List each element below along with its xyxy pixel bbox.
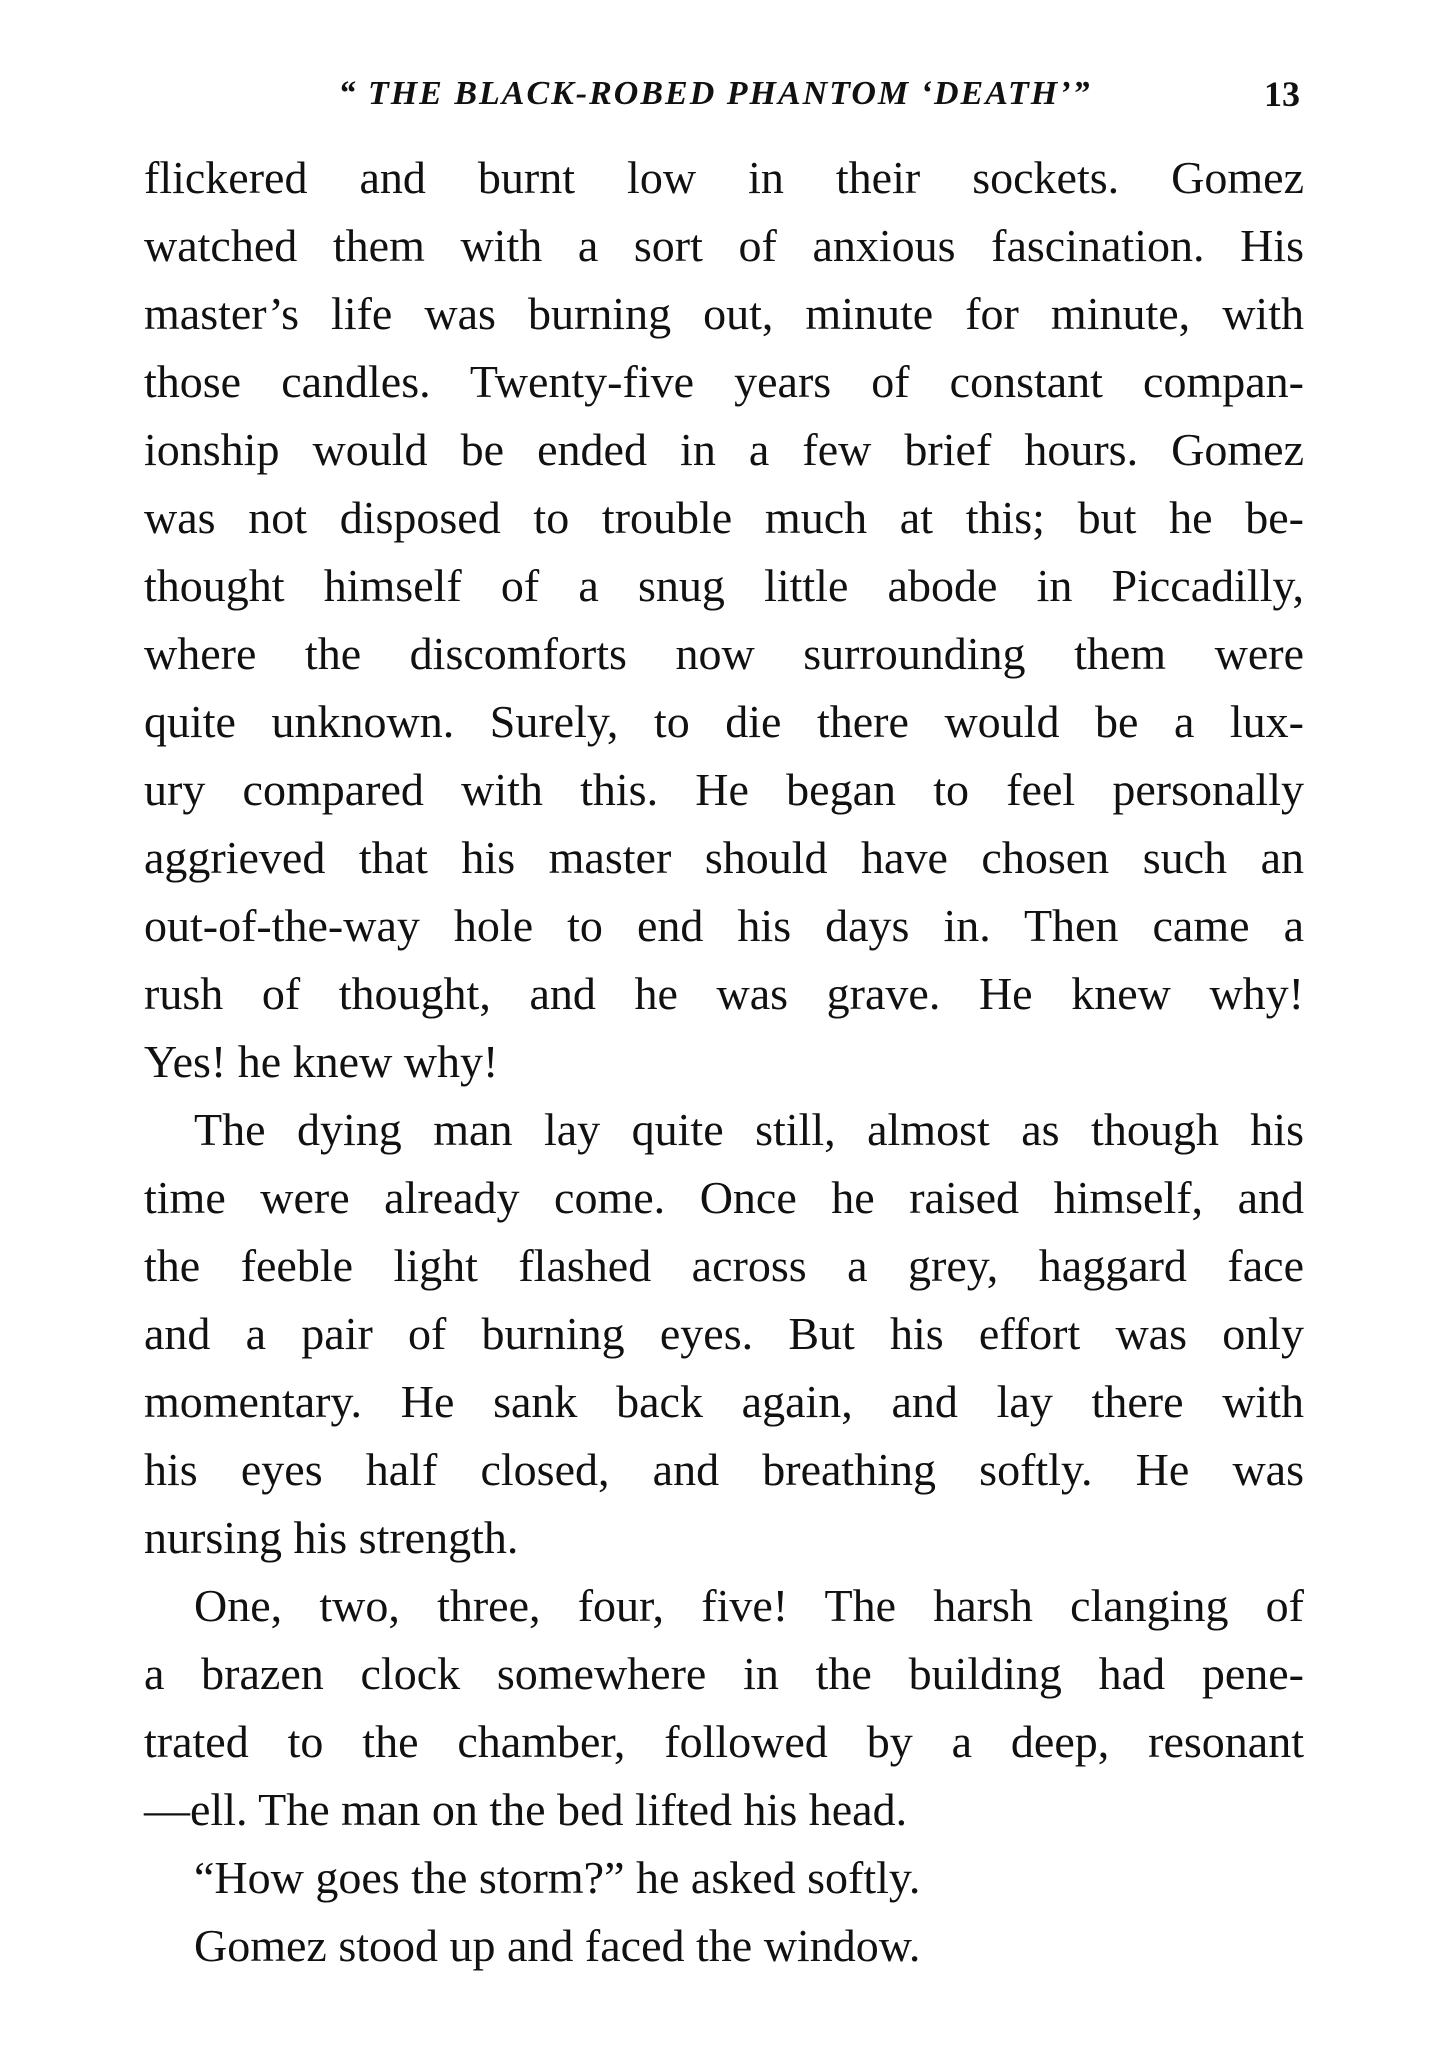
text-line: quite unknown. Surely, to die there would be a lux-	[144, 696, 1304, 747]
text-line: thought himself of a snug little abode in Piccadilly,	[144, 560, 1304, 611]
text-line: “How goes the storm?” he asked softly.	[194, 1852, 921, 1903]
paragraph	[144, 1572, 1304, 1844]
paragraph	[144, 144, 1304, 1096]
body-text	[144, 144, 1304, 1980]
text-line: trated to the chamber, followed by a deep, resonant	[144, 1716, 1304, 1767]
text-line: momentary. He sank back again, and lay there with	[144, 1376, 1304, 1427]
text-line: Gomez stood up and faced the window.	[194, 1920, 921, 1971]
text-line: where the discomforts now surrounding them were	[144, 628, 1304, 679]
running-title: “ THE BLACK-ROBED PHANTOM ‘DEATH’”	[338, 75, 1092, 112]
page-number: 13	[1264, 74, 1300, 114]
text-line: ury compared with this. He began to feel personally	[144, 764, 1304, 815]
text-line: a brazen clock somewhere in the building had pene-	[144, 1648, 1304, 1699]
text-line: watched them with a sort of anxious fascination. His	[144, 220, 1304, 271]
text-line: out-of-the-way hole to end his days in. Then came a	[144, 900, 1304, 951]
text-line: The dying man lay quite still, almost as though his	[194, 1104, 1304, 1155]
text-line: flickered and burnt low in their sockets. Gomez	[144, 152, 1304, 203]
paragraph	[144, 1912, 1304, 1980]
text-line: ionship would be ended in a few brief hours. Gomez	[144, 424, 1304, 475]
text-line: master’s life was burning out, minute for minute, with	[144, 288, 1304, 339]
text-line: —ell. The man on the bed lifted his head.	[144, 1784, 908, 1835]
text-line: was not disposed to trouble much at this; but he be-	[144, 492, 1304, 543]
paragraph	[144, 1096, 1304, 1572]
text-line: the feeble light flashed across a grey, haggard face	[144, 1240, 1304, 1291]
text-line: One, two, three, four, five! The harsh clanging of	[194, 1580, 1304, 1631]
text-line: nursing his strength.	[144, 1512, 519, 1563]
text-line: aggrieved that his master should have chosen such an	[144, 832, 1304, 883]
text-line: his eyes half closed, and breathing softly. He was	[144, 1444, 1304, 1495]
text-line: rush of thought, and he was grave. He knew why!	[144, 968, 1304, 1019]
text-line: and a pair of burning eyes. But his effort was only	[144, 1308, 1304, 1359]
text-line: Yes! he knew why!	[144, 1036, 499, 1087]
text-line: those candles. Twenty-five years of constant compan-	[144, 356, 1304, 407]
running-header	[140, 64, 1300, 124]
paragraph	[144, 1844, 1304, 1912]
text-line: time were already come. Once he raised himself, and	[144, 1172, 1304, 1223]
